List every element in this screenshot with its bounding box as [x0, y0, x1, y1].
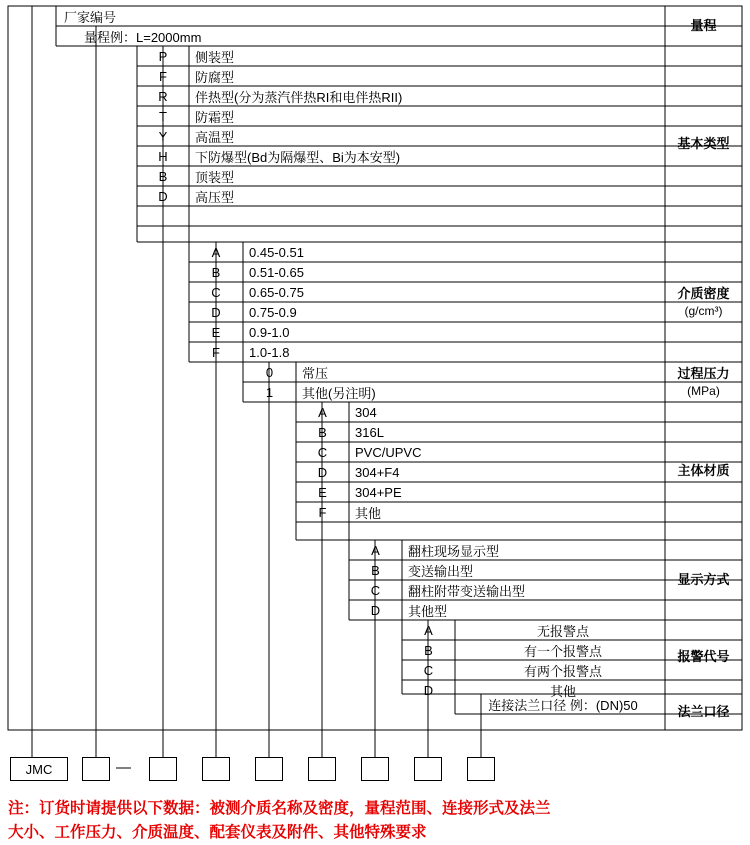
group-display: 显示方式: [677, 572, 730, 588]
basic-type-desc-3: 防霜型: [195, 109, 235, 125]
model-tag-flange[interactable]: [467, 757, 495, 781]
display-code-1: B: [371, 562, 380, 578]
basic-type-desc-2: 伴热型(分为蒸汽伴热RI和电伴热RII): [195, 89, 403, 105]
alarm-code-1: B: [424, 642, 433, 658]
group-alarm: 报警代号: [677, 649, 730, 665]
material-code-5: F: [318, 504, 327, 520]
material-code-1: B: [318, 424, 327, 440]
basic-type-desc-0: 侧装型: [195, 49, 235, 65]
group-pressure-label: 过程压力: [677, 366, 730, 382]
material-desc-3: 304+F4: [355, 464, 400, 480]
alarm-code-2: C: [423, 662, 434, 678]
density-code-2: C: [211, 284, 221, 300]
density-desc-2: 0.65-0.75: [249, 284, 304, 300]
display-code-2: C: [370, 582, 381, 598]
model-tag-range[interactable]: [82, 757, 110, 781]
density-code-4: E: [211, 324, 221, 340]
pressure-code-1: 1: [265, 384, 274, 400]
pressure-code-0: 0: [265, 364, 274, 380]
density-code-0: A: [211, 244, 221, 260]
display-desc-3: 其他型: [408, 603, 448, 619]
material-code-4: E: [318, 484, 327, 500]
model-tag-separator: —: [116, 759, 131, 776]
group-pressure: [665, 362, 742, 402]
alarm-desc-3: 其他: [549, 683, 576, 699]
basic-type-desc-1: 防腐型: [195, 69, 235, 85]
basic-type-code-1: F: [159, 68, 167, 84]
display-desc-2: 翻柱附带变送输出型: [408, 583, 526, 599]
material-desc-2: PVC/UPVC: [355, 444, 422, 460]
density-desc-1: 0.51-0.65: [249, 264, 304, 280]
material-code-2: C: [317, 444, 328, 460]
density-code-1: B: [211, 264, 221, 280]
basic-type-code-5: H: [158, 148, 168, 164]
alarm-desc-2: 有两个报警点: [523, 663, 602, 679]
model-tag-alarm[interactable]: [414, 757, 442, 781]
basic-type-code-4: Y: [158, 128, 168, 144]
order-note-line2: 大小、工作压力、介质温度、配套仪表及附件、其他特殊要求: [8, 824, 427, 841]
pressure-desc-1: 其他(另注明): [302, 385, 376, 401]
material-code-0: A: [318, 404, 327, 420]
model-tag-material[interactable]: [308, 757, 336, 781]
basic-type-desc-5: 下防爆型(Bd为隔爆型、Bi为本安型): [195, 149, 401, 165]
basic-type-code-0: P: [158, 48, 168, 64]
model-tag-basic-type[interactable]: [149, 757, 177, 781]
group-density: [665, 242, 742, 362]
density-desc-0: 0.45-0.51: [249, 244, 304, 260]
model-tag-pressure[interactable]: [255, 757, 283, 781]
basic-type-code-2: R: [158, 88, 168, 104]
basic-type-code-6: B: [158, 168, 168, 184]
density-desc-5: 1.0-1.8: [249, 344, 290, 360]
density-code-5: F: [212, 344, 220, 360]
group-range: 量程: [690, 18, 717, 34]
group-material: 主体材质: [677, 463, 730, 479]
group-flange: 法兰口径: [677, 704, 730, 720]
group-density-label: 介质密度: [677, 286, 730, 302]
alarm-desc-1: 有一个报警点: [523, 643, 602, 659]
material-desc-0: 304: [355, 404, 377, 420]
order-note-line1: 注：订货时请提供以下数据：被测介质名称及密度，量程范围、连接形式及法兰: [8, 800, 551, 817]
flange-desc: 连接法兰口径 例：(DN)50: [488, 697, 638, 713]
alarm-code-3: D: [423, 682, 434, 698]
group-basic-type: 基本类型: [677, 136, 730, 152]
factory-code-label: 厂家编号: [64, 9, 117, 25]
model-tag-density[interactable]: [202, 757, 230, 781]
group-pressure-unit: (MPa): [687, 383, 720, 398]
material-code-3: D: [317, 464, 328, 480]
display-code-0: A: [371, 542, 380, 558]
density-desc-4: 0.9-1.0: [249, 324, 290, 340]
model-tag-display[interactable]: [361, 757, 389, 781]
density-code-3: D: [211, 304, 221, 320]
basic-type-desc-7: 高压型: [195, 189, 235, 205]
basic-type-code-3: T: [159, 108, 167, 124]
material-desc-5: 其他: [355, 505, 382, 521]
basic-type-desc-6: 顶装型: [195, 169, 235, 185]
alarm-code-0: A: [424, 622, 433, 638]
material-desc-4: 304+PE: [355, 484, 402, 500]
group-density-unit: (g/cm³): [684, 303, 723, 318]
display-desc-0: 翻柱现场显示型: [408, 543, 500, 559]
material-desc-1: 316L: [355, 424, 384, 440]
range-example-label: 量程例：L=2000mm: [84, 29, 202, 45]
pressure-desc-0: 常压: [302, 365, 329, 381]
display-desc-1: 变送输出型: [408, 563, 474, 579]
basic-type-code-7: D: [158, 188, 168, 204]
alarm-desc-0: 无报警点: [536, 623, 589, 639]
basic-type-desc-4: 高温型: [195, 129, 235, 145]
display-code-3: D: [370, 602, 381, 618]
density-desc-3: 0.75-0.9: [249, 304, 297, 320]
model-tag-prefix[interactable]: JMC: [10, 757, 68, 781]
